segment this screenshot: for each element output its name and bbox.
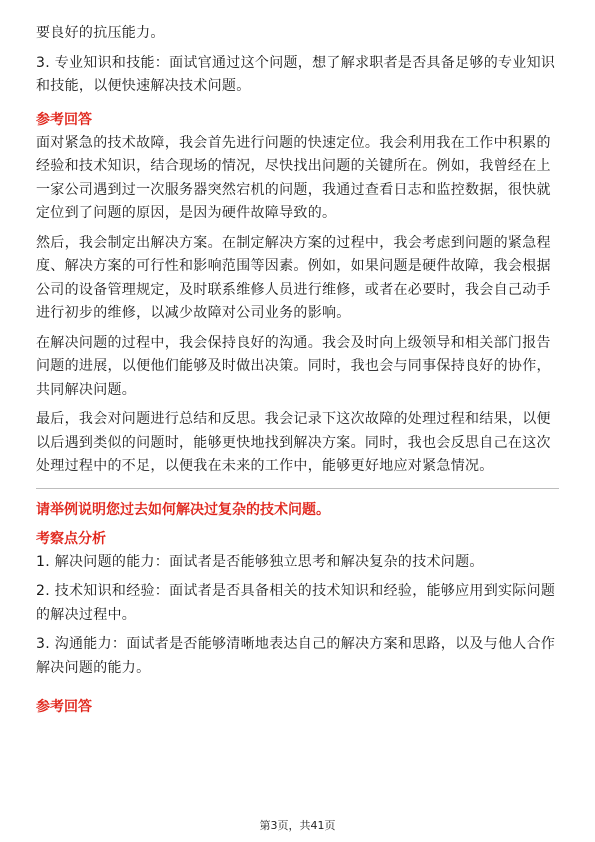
text-line: 然后，我会制定出解决方案。在制定解决方案的过程中，我会考虑到问题的紧急程	[36, 234, 551, 251]
answer-paragraph	[36, 132, 558, 226]
text-line: 的解决过程中。	[36, 606, 137, 623]
analysis-point	[36, 633, 558, 680]
section-divider	[36, 488, 559, 489]
text-line: 经验和技术知识，结合现场的情况，尽快找出问题的关键所在。例如，我曾经在上	[36, 158, 551, 174]
text-line: 共同解决问题。	[36, 381, 137, 398]
text-line: 一家公司遇到过一次服务器突然宕机的问题，我通过查看日志和监控数据，很快就	[36, 181, 551, 198]
text-line: 问题的进展，以便他们能够及时做出决策。同时，我也会与同事保持良好的协作，	[36, 358, 551, 374]
text-line: 最后，我会对问题进行总结和反思。我会记录下这次故障的处理过程和结果，以便	[36, 411, 551, 427]
text-line: 2. 技术知识和经验：面试者是否具备相关的技术知识和经验，能够应用到实际问题	[36, 583, 556, 599]
text-line: 解决问题的能力。	[36, 659, 151, 676]
text-line: 处理过程中的不足，以便我在未来的工作中，能够更好地应对紧急情况。	[36, 458, 494, 474]
answer-paragraph	[36, 332, 558, 403]
reference-answer-heading: 参考回答	[36, 699, 92, 715]
page-number: 第3页，共41页	[259, 819, 336, 832]
text-line: 1. 解决问题的能力：面试者是否能够独立思考和解决复杂的技术问题。	[36, 553, 484, 570]
text-line: 和技能，以便快速解决技术问题。	[36, 78, 251, 94]
reference-answer-heading: 参考回答	[36, 111, 92, 128]
text-line: 以后遇到类似的问题时，能够更快地找到解决方案。同时，我也会反思自己在这次	[36, 434, 551, 451]
text-line: 在解决问题的过程中，我会保持良好的沟通。我会及时向上级领导和相关部门报告	[36, 334, 551, 351]
text-line: 3. 沟通能力：面试者是否能够清晰地表达自己的解决方案和思路，以及与他人合作	[36, 636, 556, 652]
text-line: 进行初步的维修，以减少故障对公司业务的影响。	[36, 305, 351, 321]
text-line: 要良好的抗压能力。	[36, 25, 165, 41]
text-line: 3. 专业知识和技能：面试官通过这个问题，想了解求职者是否具备足够的专业知识	[36, 54, 556, 71]
analysis-heading: 考察点分析	[36, 530, 106, 547]
text-line: 定位到了问题的原因，是因为硬件故障导致的。	[36, 205, 337, 221]
question-section	[36, 499, 558, 720]
analysis-point	[36, 551, 558, 575]
reference-answer-section	[36, 109, 558, 479]
analysis-point	[36, 580, 558, 627]
intro-section	[36, 22, 558, 99]
page-content	[36, 22, 558, 719]
text-line: 度、解决方案的可行性和影响范围等因素。例如，如果问题是硬件故障，我会根据	[36, 258, 551, 274]
question-title: 请举例说明您过去如何解决过复杂的技术问题。	[36, 501, 330, 518]
answer-paragraph	[36, 408, 558, 479]
text-line: 公司的设备管理规定，及时联系维修人员进行维修，或者在必要时，我会自己动手	[36, 281, 551, 298]
answer-paragraph	[36, 232, 558, 326]
text-line: 面对紧急的技术故障，我会首先进行问题的快速定位。我会利用我在工作中积累的	[36, 134, 551, 151]
